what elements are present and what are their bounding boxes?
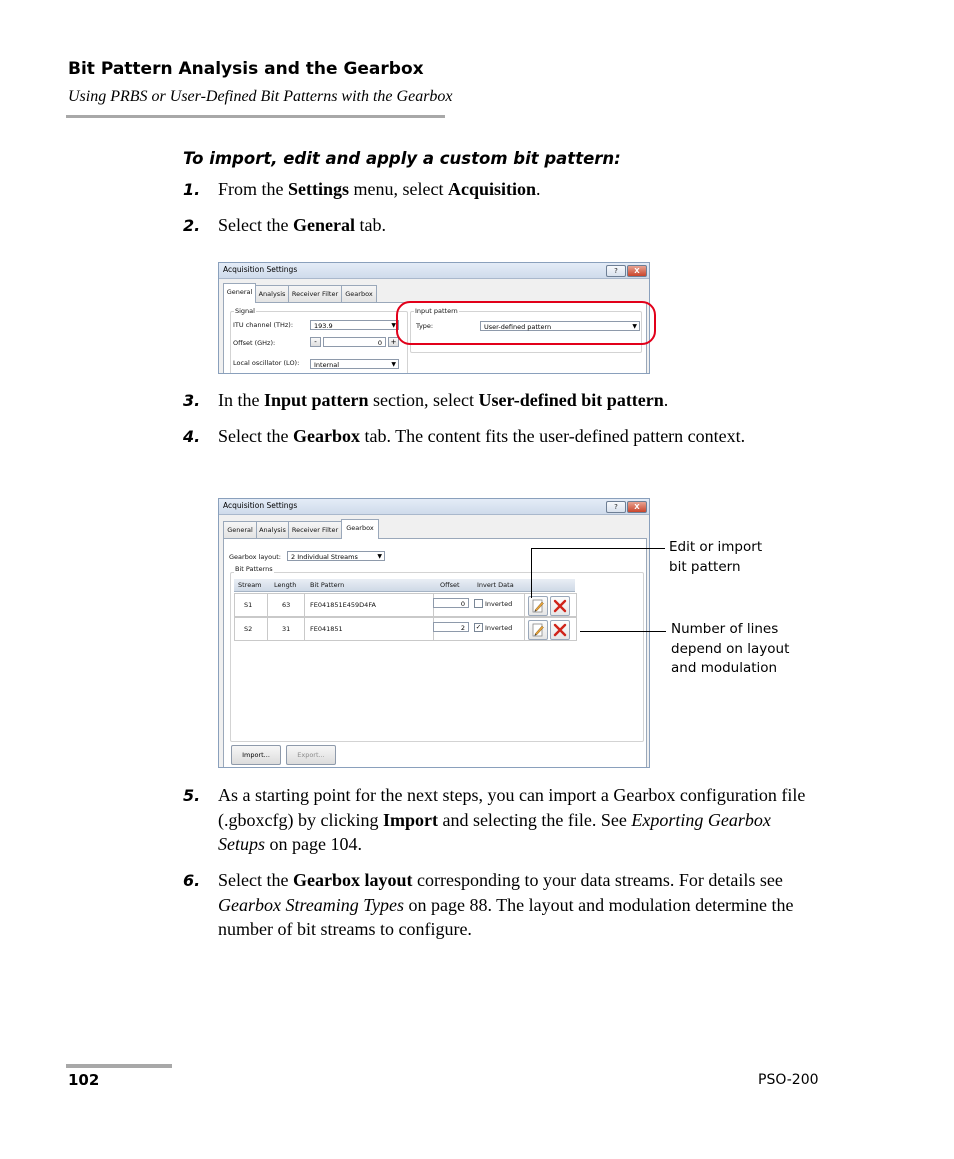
- offset-input[interactable]: 0: [433, 598, 469, 608]
- local-oscillator-value: Internal: [314, 361, 340, 369]
- stream-cell: S1: [244, 601, 253, 609]
- step-text: From the Settings menu, select Acquisition.: [218, 179, 541, 199]
- callout-leader-line: [580, 631, 666, 632]
- column-header-offset: Offset: [440, 581, 460, 589]
- bit-patterns-group-label: Bit Patterns: [235, 565, 273, 573]
- acquisition-settings-dialog-gearbox: [218, 498, 650, 768]
- gearbox-layout-value: 2 Individual Streams: [291, 553, 358, 561]
- close-button[interactable]: X: [627, 501, 647, 513]
- gearbox-layout-label: Gearbox layout:: [229, 553, 281, 561]
- close-icon: [551, 597, 569, 615]
- column-header-bit-pattern: Bit Pattern: [310, 581, 345, 589]
- highlight-circle: [396, 301, 656, 345]
- callout-line-text: bit pattern: [669, 558, 741, 575]
- offset-input[interactable]: 0: [323, 337, 386, 347]
- step-text: Select the General tab.: [218, 215, 386, 235]
- step-number: 6.: [183, 871, 201, 890]
- step-text: Select the Gearbox layout corresponding to your data streams. For details see Gearbox Streaming Types on page 88. The layout and modulation determine the number of bit streams to configure.: [218, 870, 794, 939]
- step-number: 2.: [183, 216, 201, 235]
- column-divider: [304, 593, 305, 617]
- procedure-heading: To import, edit and apply a custom bit pattern:: [183, 149, 621, 168]
- tab-receiver-filter[interactable]: Receiver Filter: [288, 521, 342, 539]
- itu-channel-select[interactable]: [310, 320, 399, 330]
- tab-gearbox[interactable]: Gearbox: [341, 519, 379, 539]
- dialog-titlebar: [219, 263, 649, 279]
- tab-general[interactable]: General: [223, 283, 256, 303]
- stream-cell: S2: [244, 625, 253, 633]
- help-button[interactable]: ?: [606, 501, 626, 513]
- bit-pattern-cell: FE041851E459D4FA: [310, 601, 376, 609]
- tab-receiver-filter[interactable]: Receiver Filter: [288, 285, 342, 303]
- edit-pattern-button[interactable]: [528, 620, 548, 640]
- itu-channel-value: 193.9: [314, 322, 333, 330]
- pencil-icon: [529, 597, 547, 615]
- column-divider: [267, 593, 268, 617]
- length-cell: 63: [282, 601, 291, 609]
- signal-group-label: Signal: [235, 307, 255, 315]
- pencil-icon: [529, 621, 547, 639]
- dialog-title: Acquisition Settings: [223, 501, 298, 510]
- local-oscillator-select[interactable]: [310, 359, 399, 369]
- header-rule: [66, 115, 445, 118]
- callout-leader-line: [531, 548, 665, 549]
- close-icon: [551, 621, 569, 639]
- callout-number-of-lines: [671, 620, 789, 679]
- step-number: 1.: [183, 180, 201, 199]
- inverted-checkbox[interactable]: ✓: [475, 623, 482, 631]
- tab-analysis[interactable]: Analysis: [256, 521, 289, 539]
- input-pattern-group-label: Input pattern: [415, 307, 458, 315]
- column-header-stream: Stream: [238, 581, 262, 589]
- chevron-down-icon: ▼: [391, 361, 396, 368]
- callout-leader-line: [531, 548, 532, 598]
- section-title: Bit Pattern Analysis and the Gearbox: [68, 59, 424, 79]
- local-oscillator-label: Local oscillator (LO):: [233, 359, 300, 367]
- product-name: PSO-200: [758, 1072, 819, 1088]
- column-divider: [267, 617, 268, 641]
- column-divider: [524, 593, 525, 617]
- export-button[interactable]: Export...: [286, 745, 336, 765]
- column-header-invert-data: Invert Data: [477, 581, 514, 589]
- tab-general[interactable]: General: [223, 521, 257, 539]
- gearbox-layout-select[interactable]: [287, 551, 385, 561]
- itu-channel-label: ITU channel (THz):: [233, 321, 294, 329]
- close-button[interactable]: X: [627, 265, 647, 277]
- step-number: 3.: [183, 391, 201, 410]
- page-number: 102: [68, 1071, 100, 1089]
- chevron-down-icon: ▼: [632, 323, 637, 330]
- step-text: As a starting point for the next steps, you can import a Gearbox configuration file (.gboxcfg) by clicking Import and selecting the file. See Exporting Gearbox Setups on page 104.: [218, 785, 806, 854]
- footer-rule: [66, 1064, 172, 1068]
- bit-pattern-cell: FE041851: [310, 625, 343, 633]
- inverted-label: Inverted: [485, 624, 513, 632]
- callout-line-text: Number of lines: [671, 621, 779, 637]
- inverted-checkbox[interactable]: [474, 599, 483, 608]
- column-header-length: Length: [274, 581, 297, 589]
- offset-increment-button[interactable]: +: [388, 337, 399, 347]
- dialog-titlebar: [219, 499, 649, 515]
- pattern-type-value: User-defined pattern: [484, 323, 552, 331]
- step-number: 5.: [183, 786, 201, 805]
- tab-gearbox[interactable]: Gearbox: [341, 285, 377, 303]
- tab-panel: [223, 538, 647, 768]
- step-number: 4.: [183, 427, 201, 446]
- delete-pattern-button[interactable]: [550, 596, 570, 616]
- chevron-down-icon: ▼: [391, 322, 396, 329]
- tab-analysis[interactable]: Analysis: [255, 285, 289, 303]
- offset-input[interactable]: 2: [433, 622, 469, 632]
- dialog-title: Acquisition Settings: [223, 265, 298, 274]
- callout-line-text: depend on layout: [671, 640, 790, 657]
- type-label: Type:: [416, 322, 434, 330]
- column-divider: [524, 617, 525, 641]
- chevron-down-icon: ▼: [377, 553, 382, 560]
- length-cell: 31: [282, 625, 291, 633]
- step-text: In the Input pattern section, select User-defined bit pattern.: [218, 390, 669, 410]
- delete-pattern-button[interactable]: [550, 620, 570, 640]
- column-divider: [304, 617, 305, 641]
- offset-decrement-button[interactable]: -: [310, 337, 321, 347]
- import-button[interactable]: Import...: [231, 745, 281, 765]
- callout-edit-import: [669, 538, 762, 577]
- section-subtitle: Using PRBS or User-Defined Bit Patterns with the Gearbox: [68, 88, 453, 105]
- inverted-label: Inverted: [485, 600, 513, 608]
- callout-line-text: Edit or import: [669, 539, 763, 555]
- offset-label: Offset (GHz):: [233, 339, 276, 347]
- step-text: Select the Gearbox tab. The content fits the user-defined pattern context.: [218, 426, 746, 446]
- help-button[interactable]: ?: [606, 265, 626, 277]
- callout-line-text: and modulation: [671, 660, 778, 676]
- edit-pattern-button[interactable]: [528, 596, 548, 616]
